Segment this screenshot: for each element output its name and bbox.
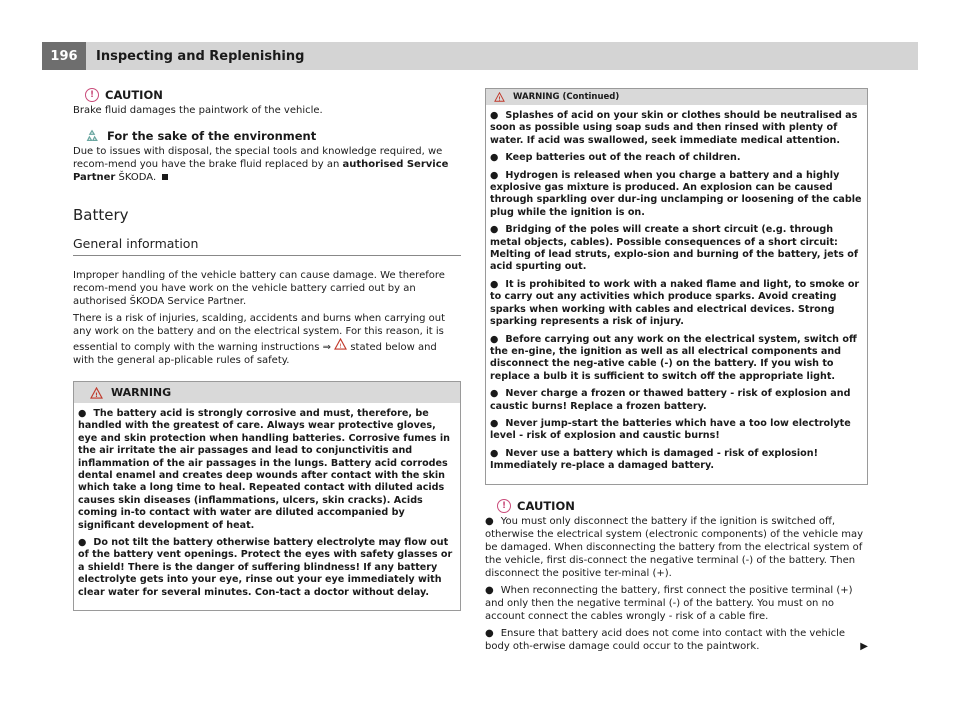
risk-paragraph: There is a risk of injuries, scalding, accidents and burns when carrying out any work on the battery and on the electrical system. For this reason, it is essential to comply with the warning instructions ⇒ ! stated below and with the general ap-plicable rules of safety. — [73, 313, 445, 366]
warning-item: ● Splashes of acid on your skin or clothes should be neutralised as soon as possible using soap suds and then rinsed with plenty of water. If acid was swallowed, seek immediate medical attention. — [490, 110, 858, 146]
caution-icon: ! — [85, 88, 99, 102]
warning-item: ● Never use a battery which is damaged - risk of explosion! Immediately re-place a damaged battery. — [490, 447, 818, 472]
chapter-title: Inspecting and Replenishing — [96, 48, 305, 64]
end-marker-icon — [162, 174, 168, 180]
warning-item: ● Never charge a frozen or thawed battery - risk of explosion and caustic burns! Replace a frozen battery. — [490, 388, 851, 412]
warning-body — [74, 403, 460, 610]
warning-item: ● The battery acid is strongly corrosive and must, therefore, be handled with the greatest of care. Always wear protective gloves, eye and skin protection when handling batteries. Corrosive fumes in the air irritate the air passages and lead to conjunctivitis and inflammation of the air passages in the lungs. Battery acid corrodes dental enamel and creates deep wounds after contact with the skin which take a long time to heal. Repeated contact with diluted acids causes skin diseases (inflammations, ulcers, skin cracks). Acids coming in-to contact with water are diluted accompanied by significant development of heat. — [78, 408, 450, 531]
svg-text:!: ! — [498, 96, 501, 102]
caution-item: ● Ensure that battery acid does not come into contact with the vehicle body oth-erwise damage could occur to the paintwork. ▶ — [485, 627, 868, 652]
caution-heading: ! CAUTION — [485, 499, 868, 513]
warning-item: ● Keep batteries out of the reach of children. — [490, 152, 741, 164]
warning-box — [73, 381, 461, 611]
caution-heading: ! CAUTION — [73, 88, 461, 102]
caution-icon: ! — [497, 499, 511, 513]
intro-paragraph: Improper handling of the vehicle battery can cause damage. We therefore recom-mend you have work on the vehicle battery carried out by an authorised ŠKODA Service Partner. — [73, 270, 445, 307]
subsection-title: General information — [73, 236, 461, 256]
caution-item: ● You must only disconnect the battery if the ignition is switched off, otherwise the electrical system (electronic components) of the vehicle may be damaged. When disconnecting the battery from the electrical system of the vehicle, first dis-connect the negative terminal (-) of the battery. Then disconnect the positive ter-minal (+). — [485, 515, 864, 579]
warning-item: ● Bridging of the poles will create a short circuit (e.g. through metal objects, cables). Possible consequences of a short circuit: Melting of lead struts, explo-sion and burning of the battery, jets of acid spurting out. — [490, 224, 859, 273]
svg-text:!: ! — [95, 390, 98, 399]
svg-text:!: ! — [339, 342, 342, 350]
warning-continued-body — [486, 105, 867, 484]
warning-item: ● Do not tilt the battery otherwise battery electrolyte may flow out of the battery vent openings. Protect the eyes with safety glasses or a shield! There is the danger of suffering blindness! If any battery electrolyte gets into your eye, rinse out your eye immediately with clear water for several minutes. Con-tact a doctor without delay. — [78, 537, 453, 598]
recycle-icon — [85, 129, 99, 143]
warning-continued-header: ! WARNING (Continued) — [486, 89, 867, 105]
warning-triangle-icon — [334, 338, 347, 350]
warning-header: ! WARNING — [74, 382, 460, 403]
left-column — [73, 88, 461, 611]
page-number: 196 — [42, 42, 86, 70]
environment-text: Due to issues with disposal, the special tools and knowledge required, we recom-mend you have the brake fluid replaced by an authorised Service Partner ŠKODA. — [73, 146, 449, 183]
section-title: Battery — [73, 206, 129, 224]
caution-item: ● When reconnecting the battery, first connect the positive terminal (+) and only then the negative terminal (-) of the battery. You must on no account connect the cables wrongly - risk of a cable fire. — [485, 584, 853, 622]
warning-continued-box — [485, 88, 868, 485]
environment-heading: For the sake of the environment — [73, 129, 461, 143]
warning-item: ● Never jump-start the batteries which have a too low electrolyte level - risk of explosion and caustic burns! — [490, 417, 851, 442]
right-column — [485, 88, 868, 657]
warning-item: ● Before carrying out any work on the electrical system, switch off the en-gine, the ignition as well as all electrical components and disconnect the neg-ative cable (-) on the battery. If you wish to replace a bulb it is sufficient to switch off the appropriate light. — [490, 333, 857, 382]
warning-item: ● It is prohibited to work with a naked flame and light, to smoke or to carry out any activities which produce sparks. Avoid creating sparks when working with cables and electrical devices. Strong sparking represents a risk of injury. — [490, 278, 860, 328]
warning-item: ● Hydrogen is released when you charge a battery and a highly explosive gas mixture is produced. An explosion can be caused through sparkling over dur-ing unclamping or loosening of the cable plug while the ignition is on. — [490, 169, 862, 218]
warning-triangle-icon — [494, 92, 505, 102]
warning-triangle-icon — [90, 387, 103, 399]
continue-arrow-icon: ▶ — [860, 640, 868, 652]
page-header — [86, 42, 918, 70]
caution-text: Brake fluid damages the paintwork of the vehicle. — [73, 105, 323, 116]
